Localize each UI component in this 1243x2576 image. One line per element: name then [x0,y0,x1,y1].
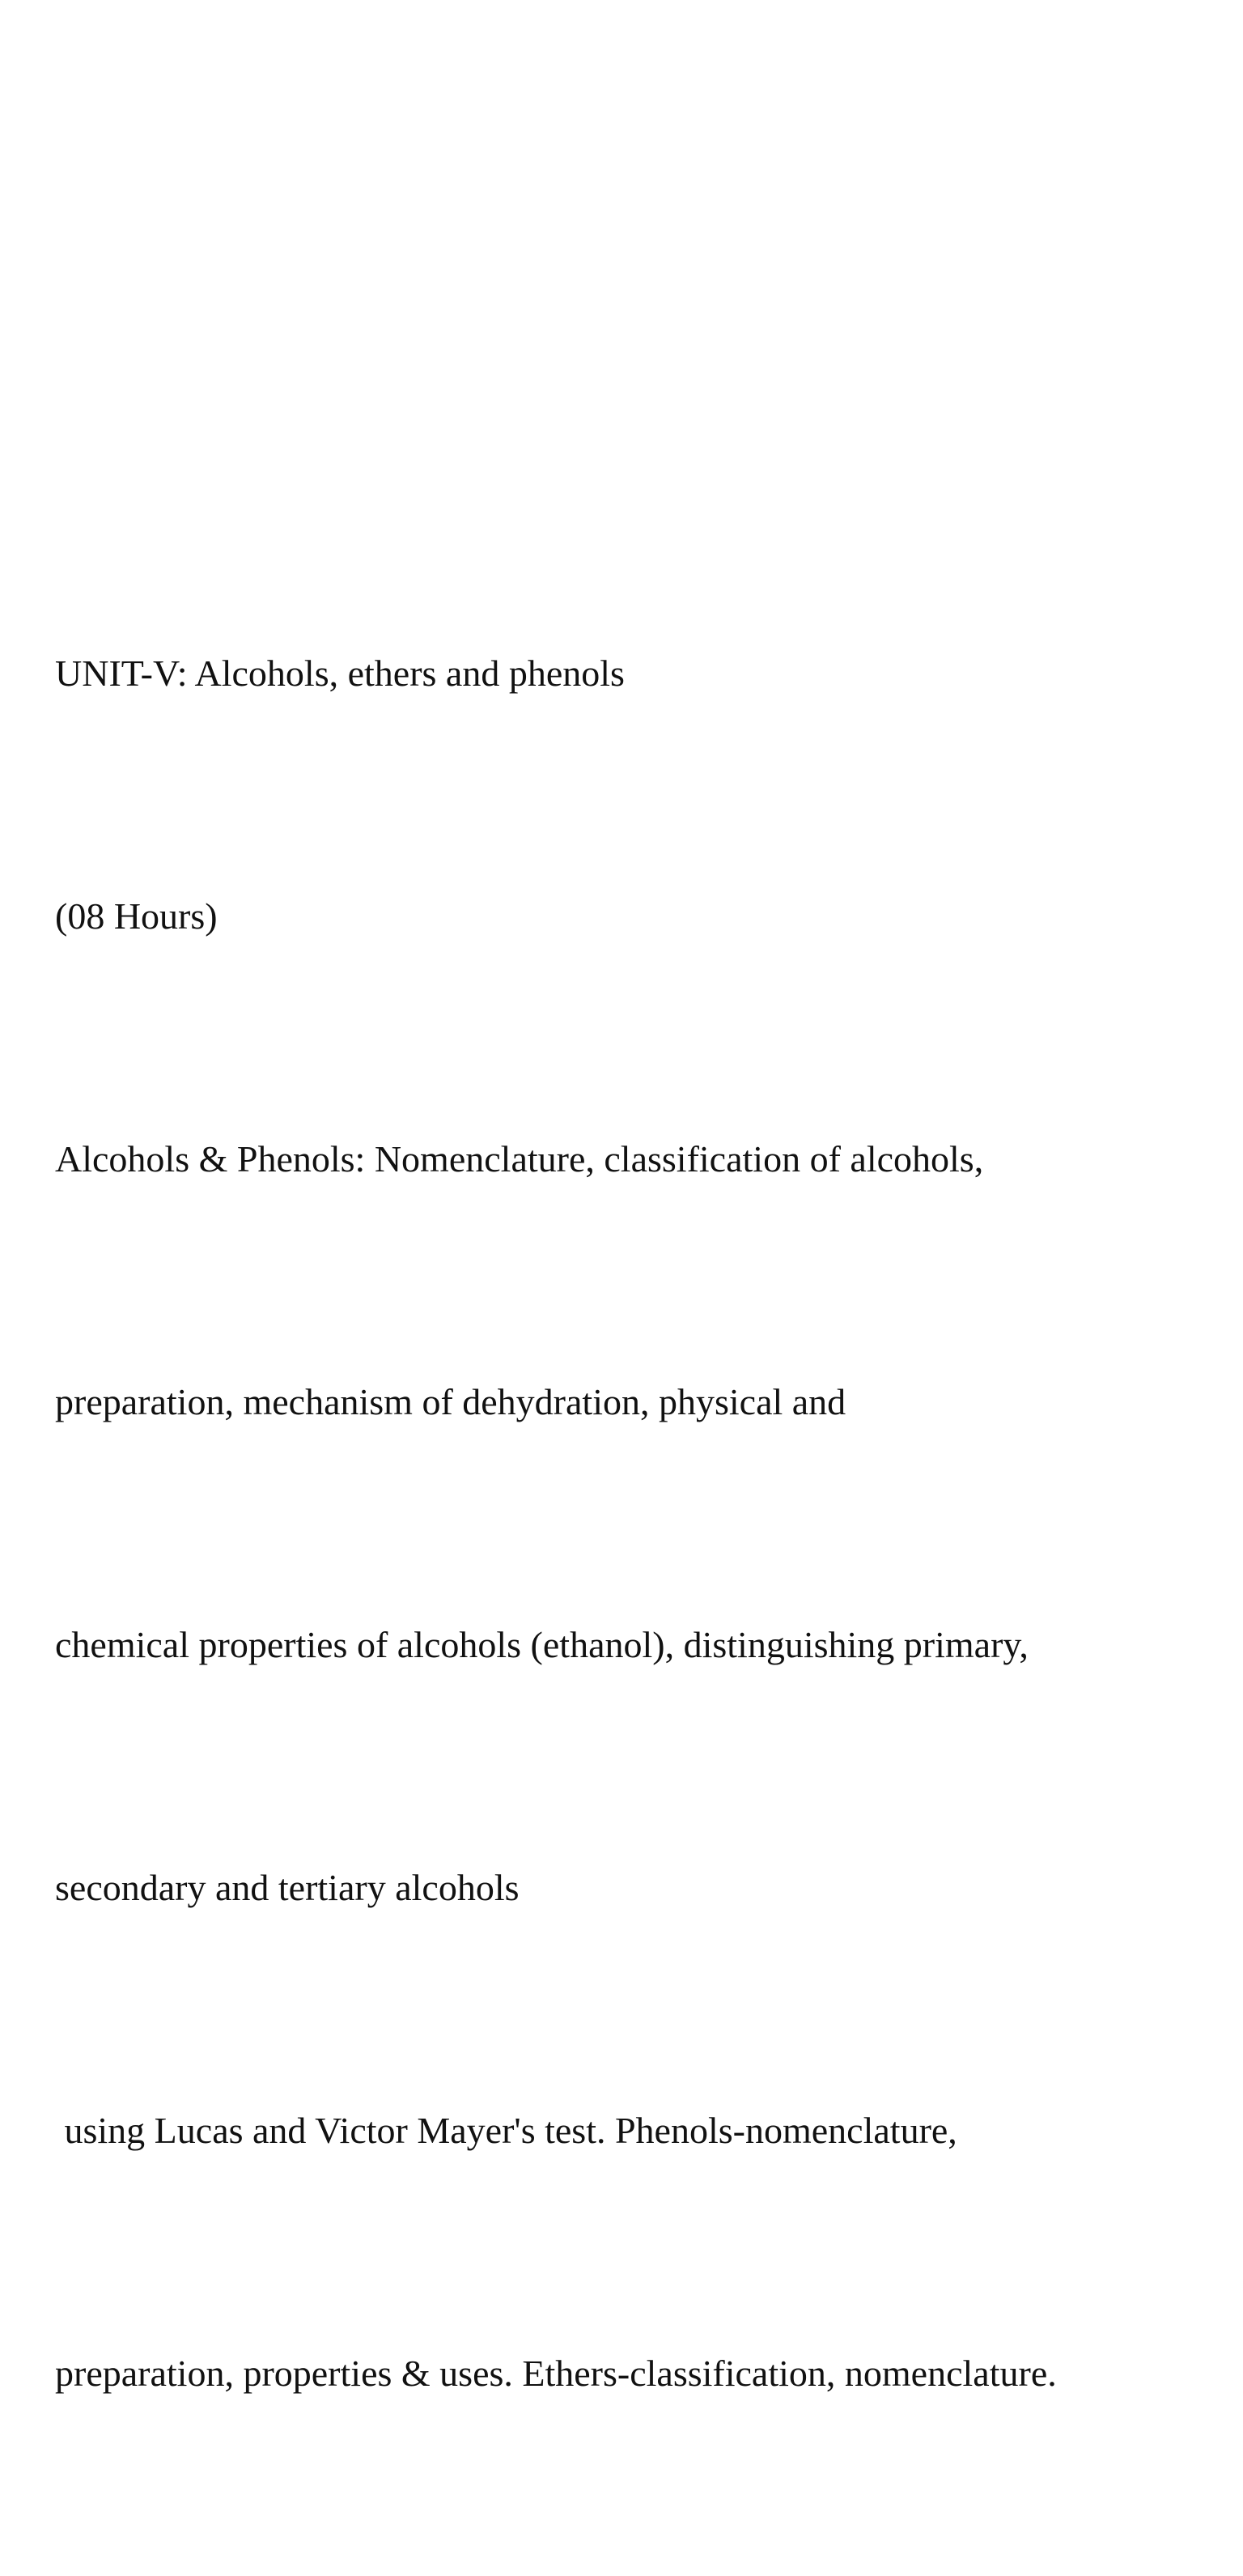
text-line: chemical properties of alcohols (ethanol), distinguishing primary, [55,1624,1029,1665]
document-text-block [55,471,1220,2576]
hours-note: (08 Hours) [55,895,218,937]
text-line: Alcohols & Phenols: Nomenclature, classification of alcohols, [55,1138,984,1180]
text-line: preparation, properties & uses. Ethers-classification, nomenclature. [55,2353,1057,2394]
unit-heading: UNIT-V: Alcohols, ethers and phenols [55,653,625,694]
text-line: secondary and tertiary alcohols [55,1867,520,1908]
text-line: using Lucas and Victor Mayer's test. Phenols-nomenclature, [55,2110,957,2151]
text-line: preparation, mechanism of dehydration, physical and [55,1381,846,1422]
